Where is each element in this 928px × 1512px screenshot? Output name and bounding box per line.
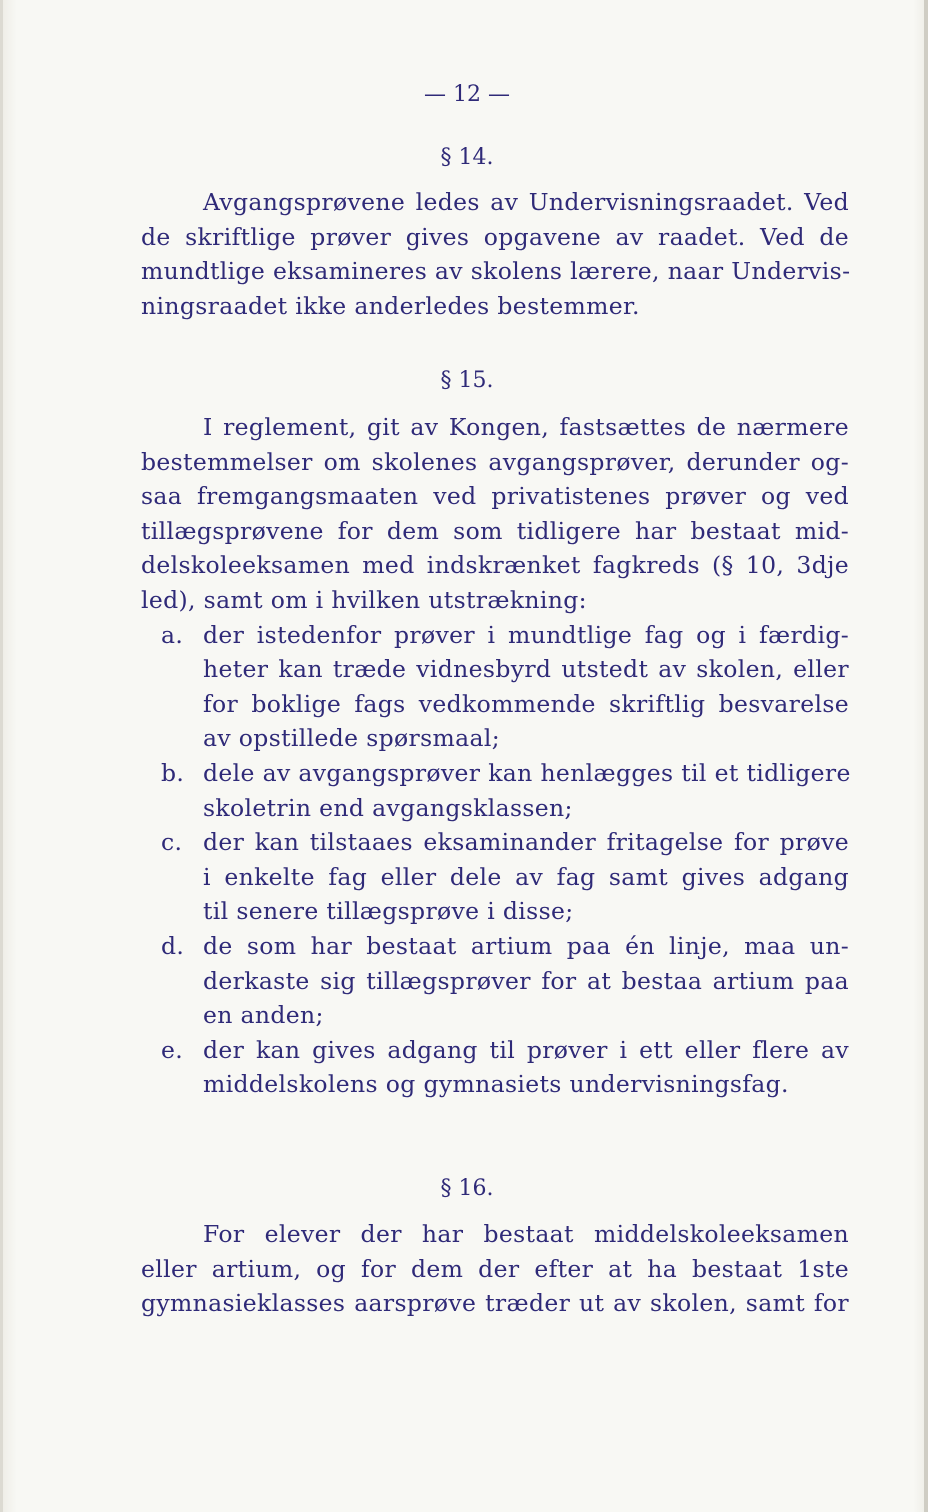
- text-line: For elever der har bestaat middelskoleeksamen: [203, 1220, 849, 1248]
- text-line: tillægsprøvene for dem som tidligere har bestaat mid-: [141, 516, 849, 545]
- text-line: de skriftlige prøver gives opgavene av raadet. Ved de: [141, 222, 849, 251]
- section-15-title: § 15.: [440, 368, 494, 393]
- list-item-b: [141, 756, 849, 825]
- text-line: i enkelte fag eller dele av fag samt gives adgang: [203, 862, 849, 891]
- text-line: mundtlige eksamineres av skolens lærere, naar Undervis-: [141, 257, 851, 286]
- text-line: til senere tillægsprøve i disse;: [203, 897, 574, 926]
- text-line: for boklige fags vedkommende skriftlig besvarelse: [203, 689, 849, 718]
- text-line: derkaste sig tillægsprøver for at bestaa artium paa: [203, 966, 849, 995]
- text-line: saa fremgangsmaaten ved privatistenes prøver og ved: [141, 482, 849, 511]
- list-label: e.: [161, 1035, 184, 1064]
- text-line: de som har bestaat artium paa én linje, maa un-: [203, 931, 849, 960]
- text-line: av opstillede spørsmaal;: [203, 724, 501, 753]
- text-line: ningsraadet ikke anderledes bestemmer.: [141, 291, 640, 320]
- list-item-e: [141, 1033, 849, 1102]
- text-line: dele av avgangsprøver kan henlægges til et tidligere: [203, 758, 851, 787]
- text-line: middelskolens og gymnasiets undervisningsfag.: [203, 1070, 789, 1099]
- text-line: skoletrin end avgangsklassen;: [203, 793, 573, 822]
- list-item-a: [141, 618, 849, 756]
- list-label: a.: [161, 620, 184, 649]
- text-line: der kan tilstaaes eksaminander fritagelse for prøve: [203, 828, 849, 857]
- text-line: led), samt om i hvilken utstrækning:: [141, 585, 587, 614]
- text-line: bestemmelser om skolenes avgangsprøver, derunder og-: [141, 447, 849, 476]
- section-16-title: § 16.: [440, 1176, 494, 1201]
- section-15-body: [141, 410, 849, 1102]
- text-line: Avgangsprøvene ledes av Undervisningsraadet. Ved: [203, 188, 849, 216]
- list-label: d.: [161, 931, 185, 960]
- text-line: heter kan træde vidnesbyrd utstedt av skolen, eller: [203, 655, 849, 684]
- list-label: c.: [161, 828, 183, 857]
- text-line: eller artium, og for dem der efter at ha bestaat 1ste: [141, 1254, 849, 1283]
- section-14-title: § 14.: [440, 145, 494, 170]
- text-line: der kan gives adgang til prøver i ett eller flere av: [203, 1035, 849, 1064]
- text-line: en anden;: [203, 1001, 324, 1030]
- text-line: gymnasieklasses aarsprøve træder ut av skolen, samt for: [141, 1289, 849, 1318]
- page-number: — 12 —: [424, 82, 510, 107]
- text-line: der istedenfor prøver i mundtlige fag og i færdig-: [203, 620, 849, 649]
- section-14-body: [141, 185, 849, 323]
- text-line: I reglement, git av Kongen, fastsættes de nærmere: [203, 413, 849, 441]
- list-label: b.: [161, 758, 185, 787]
- list-item-d: [141, 929, 849, 1033]
- list-item-c: [141, 825, 849, 929]
- text-line: delskoleeksamen med indskrænket fagkreds (§ 10, 3dje: [141, 551, 849, 580]
- section-16-body: [141, 1217, 849, 1321]
